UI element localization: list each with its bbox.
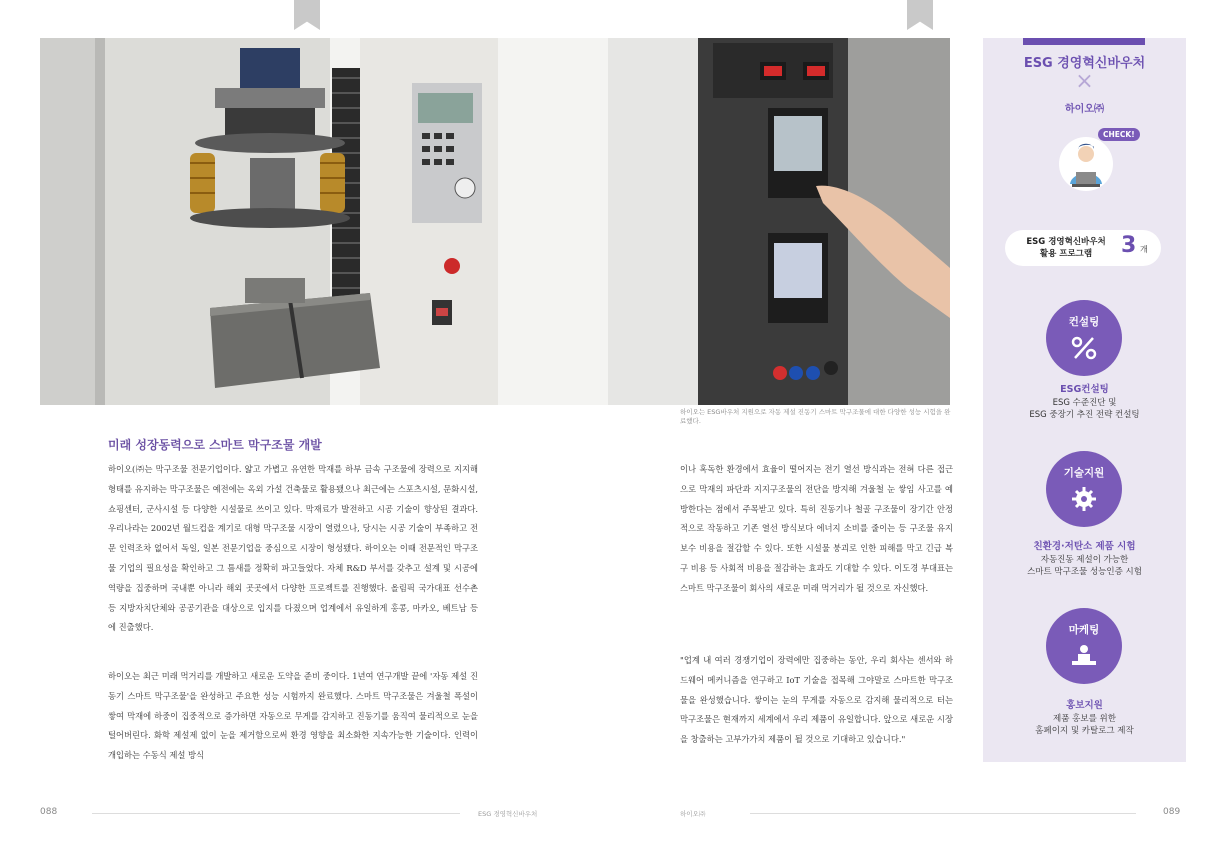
footer-label-left: ESG 경영혁신바우처 [478,810,538,818]
service-title: 친환경·저탄소 제품 시험 [1033,541,1136,552]
esg-sidebar [983,38,1186,762]
photo-testing-machine [40,38,498,405]
person-laptop-icon [1056,134,1116,192]
left-paragraph-2: 하이오는 최근 미래 먹거리를 개발하고 새로운 도약을 준비 중이다. 1년여 연구개발 끝에 '자동 제설 진동기 스마트 막구조물'을 완성하고 주요한 성능 시험까지 완료했다. 스마트 막구조물은 겨울철 폭설이 쌓여 막재에 하중이 집중적으로 증가하면 자동으로 무게를 감지하고 진동기를 움직여 물리적으로 눈을 털어버린다. 화학 제설제 없이 눈을 제거함으로써 환경 영향을 최소화한 지속가능한 기술이다. 인력이 개입하는 수동식 제설 방식 [108,671,478,761]
service-circle-marketing [1046,608,1122,684]
bookmark-tab-left [294,0,320,30]
programs-unit: 개 [1140,245,1148,254]
programs-label-line2: 활용 프로그램 [1039,249,1093,259]
cross-icon: × [1075,69,1094,94]
chamber-panel-illustration [498,38,950,405]
desk-icon [1069,642,1099,670]
service-circle-label: 컨설팅 [1068,316,1100,328]
service-desc-line2: 스마트 막구조물 성능인증 시험 [1027,567,1142,577]
service-desc-line1: 자동진동 제설이 가능한 [1040,555,1129,565]
service-description [983,713,1186,737]
service-circle-label: 기술지원 [1063,467,1105,479]
service-description [983,554,1186,578]
sidebar-top-bar [1023,38,1145,45]
service-circle-consulting [1046,300,1122,376]
service-title: 홍보지원 [1066,700,1103,711]
footer-rule-right [750,813,1136,814]
service-description [983,397,1186,421]
programs-pill [1005,230,1161,266]
bookmark-tab-right [907,0,933,30]
service-desc-line2: ESG 중장기 추진 전략 컨설팅 [1029,410,1140,420]
footer-rule-left [92,813,460,814]
service-circle-label: 마케팅 [1068,624,1100,636]
testing-machine-illustration [40,38,498,405]
service-desc-line1: 제품 홍보를 위한 [1053,714,1116,724]
company-name: 하이오㈜ [1065,104,1104,115]
check-badge: CHECK! [1098,128,1140,141]
programs-label-line1: ESG 경영혁신바우처 [1026,237,1106,247]
programs-count: 3 [1121,233,1137,258]
photo-caption: 하이오는 ESG바우처 지원으로 자동 제설 진동기 스마트 막구조물에 대한 다양한 성능 시험을 완료했다. [680,408,951,425]
photo-chamber-panel [498,38,950,405]
page-number-right: 089 [1163,807,1181,817]
right-paragraph-1: 이나 혹독한 환경에서 효율이 떨어지는 전기 열선 방식과는 전혀 다른 접근으로 막재의 파단과 지지구조물의 전단을 방지해 겨울철 눈 쌓임 사고를 예방한다는 점에서 주목받고 있다. 특히 진동기나 철골 구조물이 장기간 안정적으로 작동하고 기존 열선 방식보다 에너지 소비를 줄이는 등 구조물 유지보수 비용을 절감할 수 있다. 또한 시설물 붕괴로 인한 피해를 막고 긴급 복구 비용 등 사회적 비용을 절감하는 효과도 기대할 수 있다. 이도경 부대표는 스마트 막구조물이 회사의 새로운 미래 먹거리가 될 것으로 자신했다. [680,464,953,593]
footer-label-right: 하이오㈜ [680,810,706,818]
gear-icon [1069,485,1099,513]
service-desc-line1: ESG 수준진단 및 [1052,398,1117,408]
right-paragraph-2: "업계 내 여러 경쟁기업이 장력에만 집중하는 동안, 우리 회사는 센서와 하드웨어 메커니즘을 연구하고 IoT 기술을 접목해 그야말로 스마트한 막구조물을 완성했습니다. 쌓이는 눈의 무게를 자동으로 감지해 물리적으로 터는 막구조물은 현재까지 세계에서 우리 제품이 유일합니다. 앞으로 새로운 시장을 창출하는 고부가가치 제품이 될 것으로 기대하고 있습니다." [680,655,953,745]
left-paragraph-1: 하이오(㈜는 막구조물 전문기업이다. 얇고 가볍고 유연한 막재를 하부 금속 구조물에 장력으로 지지해 형태를 유지하는 막구조물은 예전에는 옥외 가설 건축물로 활용됐으나 최근에는 스포츠시설, 문화시설, 쇼핑센터, 군사시설 등 다양한 시설물로 쓰이고 있다. 막재료가 발전하고 시공 기술이 향상된 결과다. 우리나라는 2002년 월드컵을 계기로 대형 막구조물 시장이 열렸으나, 당시는 시공 기술이 부족하고 전문 인력조차 없어서 독일, 일본 전문기업을 중심으로 시장이 형성됐다. 하이오는 이때 전문적인 막구조물 기업의 필요성을 확인하고 그 틈새를 정확히 파고들었다. 자체 R&D 부서를 갖추고 설계 및 시공에 역량을 집중하며 국내뿐 아니라 해외 곳곳에서 다양한 프로젝트를 진행했다. 올림픽 국가대표 선수촌 등 지방자치단체와 공공기관을 대상으로 입지를 다졌으며 업계에서 유일하게 홍콩, 마카오, 베트남 등에 진출했다. [108,464,478,633]
sidebar-title: ESG 경영혁신바우처 [1023,56,1146,71]
service-desc-line2: 홈페이지 및 카탈로그 제작 [1035,726,1134,736]
service-circle-tech-support [1046,451,1122,527]
service-title: ESG컨설팅 [1060,384,1109,395]
page-number-left: 088 [40,807,58,817]
section-heading: 미래 성장동력으로 스마트 막구조물 개발 [108,438,322,452]
percent-icon [1069,334,1099,362]
